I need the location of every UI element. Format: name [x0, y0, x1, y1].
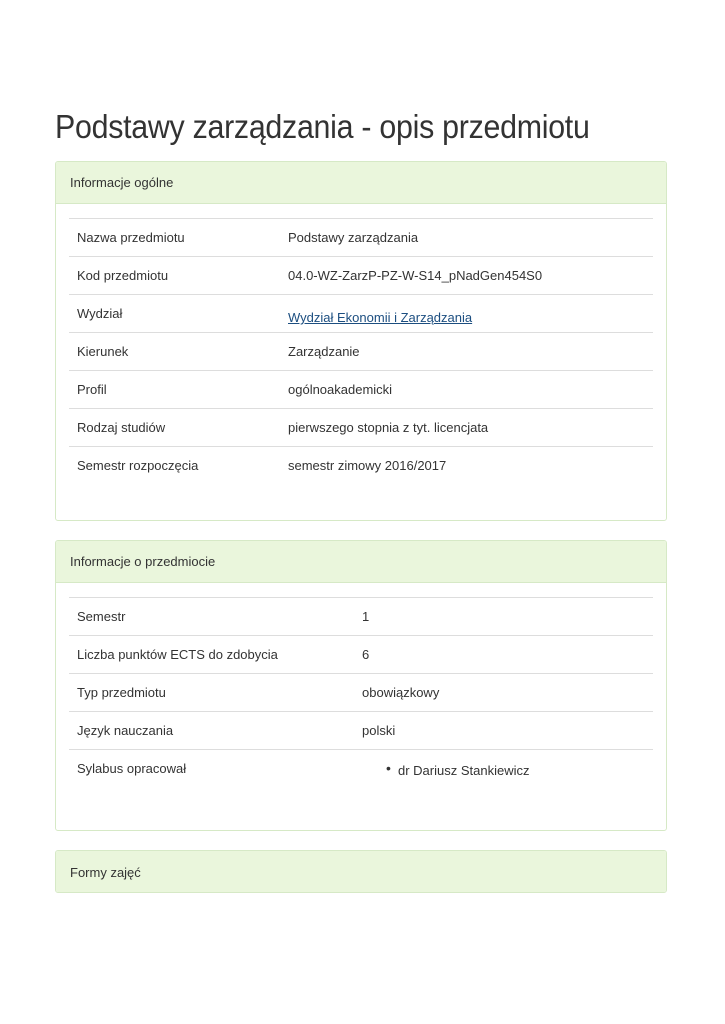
bullet-icon: •: [386, 760, 391, 777]
general-info-heading: Informacje ogólne: [56, 162, 666, 204]
table-row: [69, 333, 653, 371]
row-value: [354, 750, 653, 788]
row-label: Kierunek: [69, 333, 280, 371]
table-row: [69, 371, 653, 409]
row-label: Semestr: [69, 598, 354, 636]
table-row: [69, 750, 653, 788]
row-value: polski: [354, 712, 653, 750]
table-row: [69, 712, 653, 750]
table-row: [69, 674, 653, 712]
course-info-heading: Informacje o przedmiocie: [56, 541, 666, 583]
author-list: [362, 760, 645, 779]
row-label: Kod przedmiotu: [69, 257, 280, 295]
row-label: Sylabus opracował: [69, 750, 354, 788]
faculty-link[interactable]: Wydział Ekonomii i Zarządzania: [288, 310, 473, 325]
table-row: [69, 257, 653, 295]
table-row: [69, 447, 653, 485]
row-value: 04.0-WZ-ZarzP-PZ-W-S14_pNadGen454S0: [280, 257, 653, 295]
row-value: obowiązkowy: [354, 674, 653, 712]
row-label: Rodzaj studiów: [69, 409, 280, 447]
table-row: [69, 219, 653, 257]
row-value: [280, 295, 653, 333]
row-label: Profil: [69, 371, 280, 409]
row-value: Zarządzanie: [280, 333, 653, 371]
table-row: [69, 598, 653, 636]
table-row: [69, 295, 653, 333]
row-label: Typ przedmiotu: [69, 674, 354, 712]
row-value: semestr zimowy 2016/2017: [280, 447, 653, 485]
row-label: Semestr rozpoczęcia: [69, 447, 280, 485]
row-value: 1: [354, 598, 653, 636]
list-item: [386, 760, 645, 779]
class-forms-panel: [55, 850, 667, 893]
course-info-table: [69, 597, 653, 788]
row-value: Podstawy zarządzania: [280, 219, 653, 257]
author-name: dr Dariusz Stankiewicz: [398, 763, 530, 779]
general-info-table: [69, 218, 653, 485]
table-row: [69, 409, 653, 447]
row-label: Wydział: [69, 295, 280, 333]
table-row: [69, 636, 653, 674]
course-info-panel: [55, 540, 667, 831]
general-info-panel: [55, 161, 667, 521]
page-title: Podstawy zarządzania - opis przedmiotu: [55, 108, 590, 145]
row-value: pierwszego stopnia z tyt. licencjata: [280, 409, 653, 447]
class-forms-heading: Formy zajęć: [56, 851, 666, 893]
row-label: Liczba punktów ECTS do zdobycia: [69, 636, 354, 674]
row-label: Nazwa przedmiotu: [69, 219, 280, 257]
row-label: Język nauczania: [69, 712, 354, 750]
row-value: ogólnoakademicki: [280, 371, 653, 409]
row-value: 6: [354, 636, 653, 674]
